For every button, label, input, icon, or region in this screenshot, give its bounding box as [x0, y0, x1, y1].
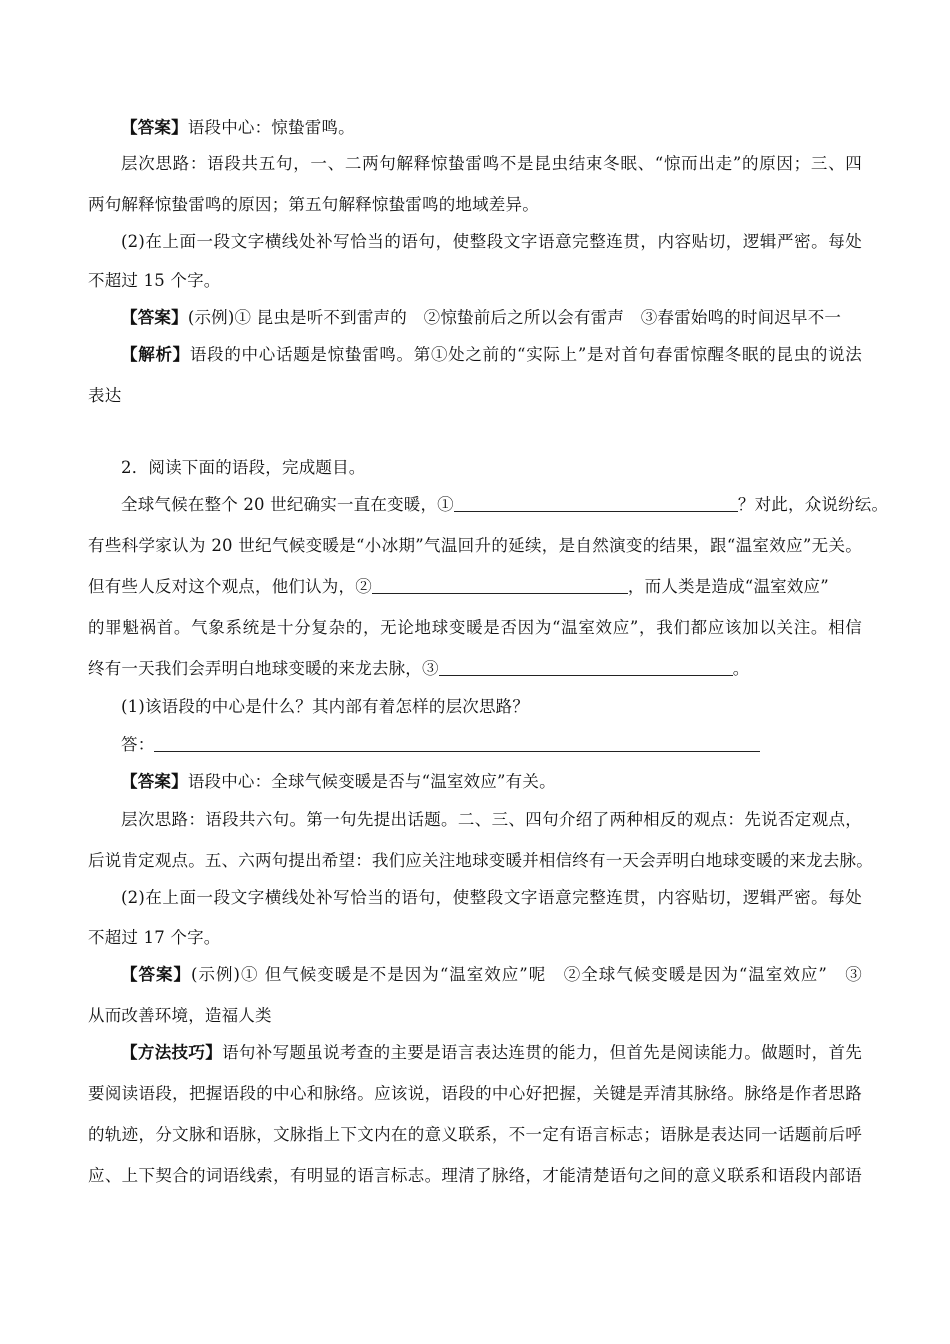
analysis-text: 语段的中心话题是惊蛰雷鸣。第①处之前的“实际上”是对首句春雷惊醒冬眠的昆虫的说法	[189, 345, 862, 364]
q1-answer-center	[121, 116, 862, 140]
q2-answer-center	[121, 770, 862, 794]
passage-text: 全球气候在整个 20 世纪确实一直在变暖，①	[121, 495, 454, 514]
q1-sub2-line1: (2)在上面一段文字横线处补写恰当的语句，使整段文字语意完整连贯，内容贴切，逻辑严密。每处	[121, 232, 862, 251]
method-text: 语句补写题虽说考查的主要是语言表达连贯的能力，但首先是阅读能力。做题时，首先	[222, 1043, 863, 1062]
q2-passage-line4: 的罪魁祸首。气象系统是十分复杂的，无论地球变暖是否因为“温室效应”，我们都应该加以关注。相信	[88, 618, 862, 637]
q1-analysis-line1	[121, 343, 862, 367]
q2-sub2-line1: (2)在上面一段文字横线处补写恰当的语句，使整段文字语意完整连贯，内容贴切，逻辑严密。每处	[121, 888, 862, 907]
passage-text: ，而人类是造成“温室效应”	[627, 577, 829, 596]
q2-passage-line2: 有些科学家认为 20 世纪气候变暖是“小冰期”气温回升的延续，是自然演变的结果，跟“温室效应”无关。	[88, 536, 862, 555]
passage-text: 终有一天我们会弄明白地球变暖的来龙去脉，③	[88, 659, 439, 678]
q2-title: 2．阅读下面的语段，完成题目。	[121, 458, 366, 477]
q2-passage-line3	[88, 575, 862, 599]
q1-layers-line1: 层次思路：语段共五句，一、二两句解释惊蛰雷鸣不是昆虫结束冬眠、“惊而出走”的原因；三、四	[121, 154, 862, 173]
method-line4: 应、上下契合的词语线索，有明显的语言标志。理清了脉络，才能清楚语句之间的意义联系和语段内部语	[88, 1166, 862, 1185]
answer-text: (示例)① 但气候变暖是不是因为“温室效应”呢 ②全球气候变暖是因为“温室效应” ③	[191, 965, 862, 984]
q2-answer-line	[121, 733, 862, 757]
fill-blank-1[interactable]	[454, 495, 738, 512]
q1-answer-examples	[121, 306, 862, 330]
answer-text: 语段中心：惊蛰雷鸣。	[187, 118, 355, 137]
passage-text: 。	[732, 659, 750, 678]
q2-sub2-line2: 不超过 17 个字。	[88, 928, 221, 947]
q2-passage-line1	[121, 493, 889, 517]
q2-sub1: (1)该语段的中心是什么？其内部有着怎样的层次思路？	[121, 697, 530, 716]
passage-text: 但有些人反对这个观点，他们认为，②	[88, 577, 372, 596]
q1-sub2-line2: 不超过 15 个字。	[88, 271, 221, 290]
answer-label: 【答案】	[121, 308, 188, 327]
answer-label: 【答案】	[121, 118, 188, 137]
q1-analysis-line2: 表达	[88, 386, 122, 405]
q2-answer-examples-line2: 从而改善环境，造福人类	[88, 1006, 272, 1025]
analysis-label: 【解析】	[121, 345, 190, 364]
passage-text: ？对此，众说纷纭。	[737, 495, 889, 514]
q1-layers-line2: 两句解释惊蛰雷鸣的原因；第五句解释惊蛰雷鸣的地域差异。	[88, 195, 539, 214]
answer-prompt: 答：	[121, 735, 155, 754]
q2-layers-line2: 后说肯定观点。五、六两句提出希望：我们应关注地球变暖并相信终有一天会弄明白地球变暖的来龙去脉。	[88, 851, 873, 870]
answer-label: 【答案】	[121, 965, 192, 984]
answer-blank[interactable]	[154, 735, 760, 752]
q2-layers-line1: 层次思路：语段共六句。第一句先提出话题。二、三、四句介绍了两种相反的观点：先说否定观点，	[121, 810, 862, 829]
answer-text: (示例)① 昆虫是听不到雷声的 ②惊蛰前后之所以会有雷声 ③春雷始鸣的时间迟早不一	[187, 308, 842, 327]
q2-answer-examples-line1	[121, 963, 862, 987]
fill-blank-3[interactable]	[439, 659, 733, 676]
method-label: 【方法技巧】	[121, 1043, 223, 1062]
method-line1	[121, 1041, 862, 1065]
method-line3: 的轨迹，分文脉和语脉，文脉指上下文内在的意义联系，不一定有语言标志；语脉是表达同一话题前后呼	[88, 1125, 862, 1144]
method-line2: 要阅读语段，把握语段的中心和脉络。应该说，语段的中心好把握，关键是弄清其脉络。脉络是作者思路	[88, 1084, 862, 1103]
answer-text: 语段中心：全球气候变暖是否与“温室效应”有关。	[187, 772, 556, 791]
fill-blank-2[interactable]	[372, 577, 628, 594]
answer-label: 【答案】	[121, 772, 188, 791]
q2-passage-line5	[88, 657, 862, 681]
